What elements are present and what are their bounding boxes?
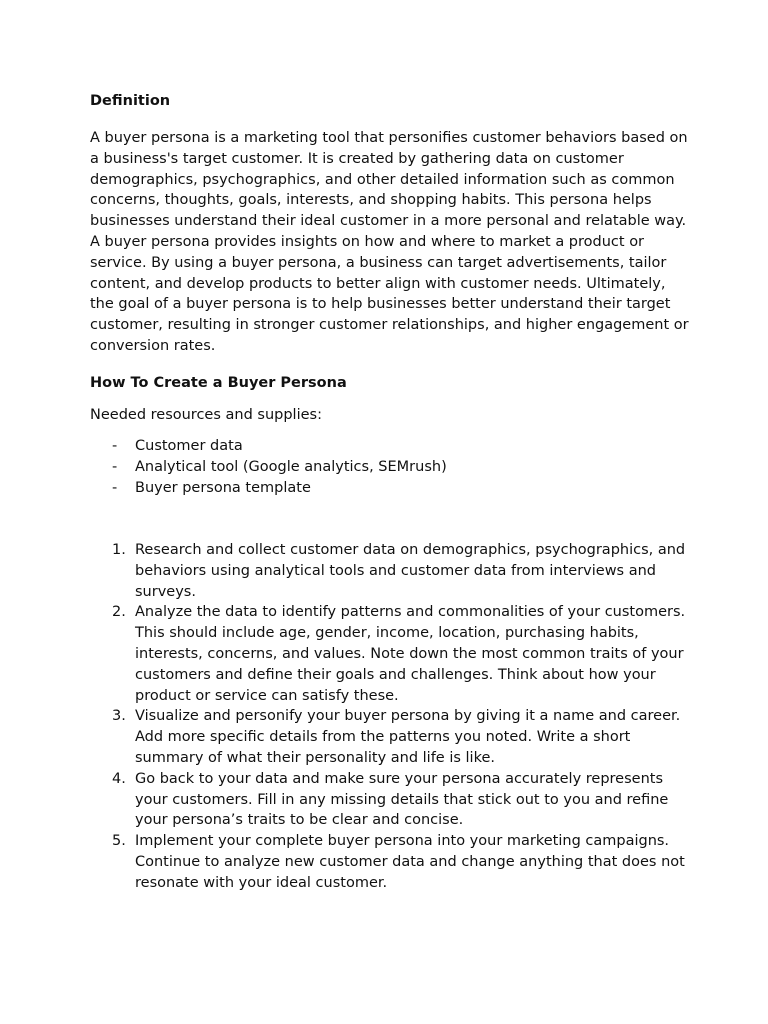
- steps-list: [90, 540, 690, 894]
- step-number: 3.: [112, 708, 126, 725]
- list-item-text: Buyer persona template: [135, 479, 311, 496]
- definition-heading: Definition: [90, 93, 171, 109]
- list-item: [90, 478, 690, 499]
- step-number: 5.: [112, 833, 126, 850]
- step-text: Go back to your data and make sure your persona accurately represents your customers. Fill in any missing details that stick out to you and refine your persona’s traits to be clear and concise.: [135, 770, 669, 829]
- step-item: [90, 540, 690, 602]
- list-marker: -: [112, 479, 118, 496]
- step-text: Visualize and personify your buyer persona by giving it a name and career. Add more specific details from the patterns you noted. Write a short summary of what their personality and life is like.: [135, 708, 681, 766]
- list-item-text: Analytical tool (Google analytics, SEMrush): [135, 458, 447, 475]
- definition-paragraph: A buyer persona is a marketing tool that personifies customer behaviors based on a business's target customer. It is created by gathering data on customer demographics, psychographics, and other detailed information such as common concerns, thoughts, goals, interests, and shopping habits. This persona helps businesses understand their ideal customer in a more personal and relatable way. A buyer persona provides insights on how and where to market a product or service. By using a buyer persona, a business can target advertisements, tailor content, and develop products to better align with customer needs. Ultimately, the goal of a buyer persona is to help businesses better understand their target customer, resulting in stronger customer relationships, and higher engagement or conversion rates.: [90, 130, 689, 354]
- resources-label: Needed resources and supplies:: [90, 407, 322, 423]
- list-item: [90, 436, 690, 457]
- step-item: [90, 602, 690, 706]
- list-marker: -: [112, 458, 118, 475]
- step-number: 1.: [112, 542, 126, 558]
- resources-list: [90, 436, 690, 498]
- step-text: Research and collect customer data on demographics, psychographics, and behaviors using analytical tools and customer data from interviews and surveys.: [135, 542, 686, 600]
- list-item: [90, 457, 690, 478]
- step-number: 4.: [112, 770, 126, 787]
- step-item: [90, 831, 690, 893]
- list-item-text: Customer data: [135, 438, 243, 454]
- step-text: Analyze the data to identify patterns and commonalities of your customers. This should include age, gender, income, location, purchasing habits, interests, concerns, and values. Note down the most common traits of your customers and define their goals and challenges. Think about how your product or service can satisfy these.: [135, 604, 686, 704]
- step-text: Implement your complete buyer persona into your marketing campaigns. Continue to analyze new customer data and change anything that does not resonate with your ideal customer.: [135, 833, 685, 891]
- step-item: [90, 706, 690, 768]
- step-item: [90, 769, 690, 831]
- step-number: 2.: [112, 604, 126, 621]
- list-marker: -: [112, 438, 118, 454]
- how-to-heading: How To Create a Buyer Persona: [90, 375, 347, 391]
